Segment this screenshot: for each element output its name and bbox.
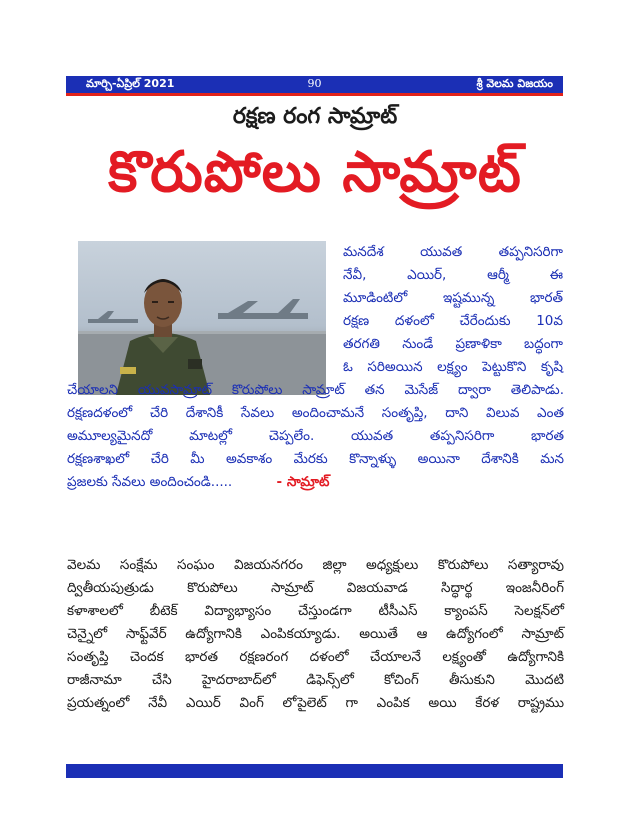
body-line: కళాశాలలో బీటెక్ విద్యాభ్యాసం చేస్తుండగా టీసీఎస్ క్యాంపస్ సెలక్షన్‌లో <box>67 603 564 619</box>
body-line: సంతృప్తి చెందక భారత రక్షణరంగ దళంలో చేయాలనే లక్ష్యంతో ఉద్యోగానికి <box>67 649 564 665</box>
body-line: చెన్నైలో సాఫ్ట్‌వేర్ ఉద్యోగానికి ఎంపికయ్యాడు. అయితే ఆ ఉద్యోగంలో సామ్రాట్ <box>67 626 564 642</box>
body-line: ద్వితీయపుత్రుడు కొరుపోలు సామ్రాట్ విజయవాడ సిద్ధార్థ ఇంజనీరింగ్ <box>67 580 564 596</box>
intro-closing-line <box>67 471 564 494</box>
article-kicker: రక్షణ రంగ సామ్రాట్ <box>232 104 398 129</box>
body-line: రాజీనామా చేసి హైదరాబాద్‌లో డిఫెన్స్‌లో కోచింగ్ తీసుకుని మొదటి <box>67 672 564 688</box>
pilot-portrait-image <box>78 241 326 395</box>
issue-date: మార్చి-ఏప్రిల్ 2021 <box>86 77 175 90</box>
intro-line: మూడింటిలో ఇష్టమున్న భారత్ <box>343 290 563 306</box>
signature: - సామ్రాట్ <box>276 474 330 490</box>
intro-line: రక్షణదళంలో చేరి దేశానికీ సేవలు అందించామనే సంతృప్తి, దాని విలువ ఎంత <box>67 405 564 421</box>
body-line: వెలమ సంక్షేమ సంఘం విజయనగరం జిల్లా అధ్యక్షులు కొరుపోలు సత్యారావు <box>67 557 564 573</box>
article-title: కొరుపోలు సామ్రాట్ <box>108 140 522 205</box>
intro-line: అమూల్యమైనదో మాటల్లో చెప్పలేం. యువత తప్పనిసరిగా భారత <box>67 428 564 444</box>
intro-line: మనదేశ యువత తప్పనిసరిగా <box>343 244 563 260</box>
header-bar <box>66 76 563 96</box>
intro-closing-text: ప్రజలకు సేవలు అందించండి..... <box>67 474 233 490</box>
article-photo <box>78 241 326 395</box>
intro-line: నేవీ, ఎయిర్, ఆర్మీ ఈ <box>343 267 563 283</box>
intro-right-column <box>343 241 563 379</box>
intro-line: ఓ సరిఅయిన లక్ష్యం పెట్టుకొని కృషి <box>343 359 563 375</box>
intro-line: రక్షణ దళంలో చేరేందుకు 10వ <box>343 313 563 329</box>
intro-line: తరగతి నుండే ప్రణాళికా బద్ధంగా <box>343 336 563 352</box>
body-line: ప్రయత్నంలో నేవీ ఎయిర్ వింగ్ లోపైలెట్ గా ఎంపిక అయి కేరళ రాష్ట్రము <box>67 695 564 711</box>
intro-line: చేయాలని యువసామ్రాట్ కొరుపోలు సామ్రాట్ తన మెసేజ్ ద్వారా తెలిపాడు. <box>67 382 564 398</box>
footer-bar <box>66 764 563 778</box>
page-number: 90 <box>307 77 322 90</box>
magazine-name: శ్రీ వెలమ విజయం <box>476 77 553 90</box>
intro-full-width <box>67 379 564 494</box>
intro-line: రక్షణశాఖలో చేరి మీ అవకాశం మేరకు కొన్నాళ్ళు అయినా దేశానికి మన <box>67 451 564 467</box>
article-body <box>67 554 564 715</box>
